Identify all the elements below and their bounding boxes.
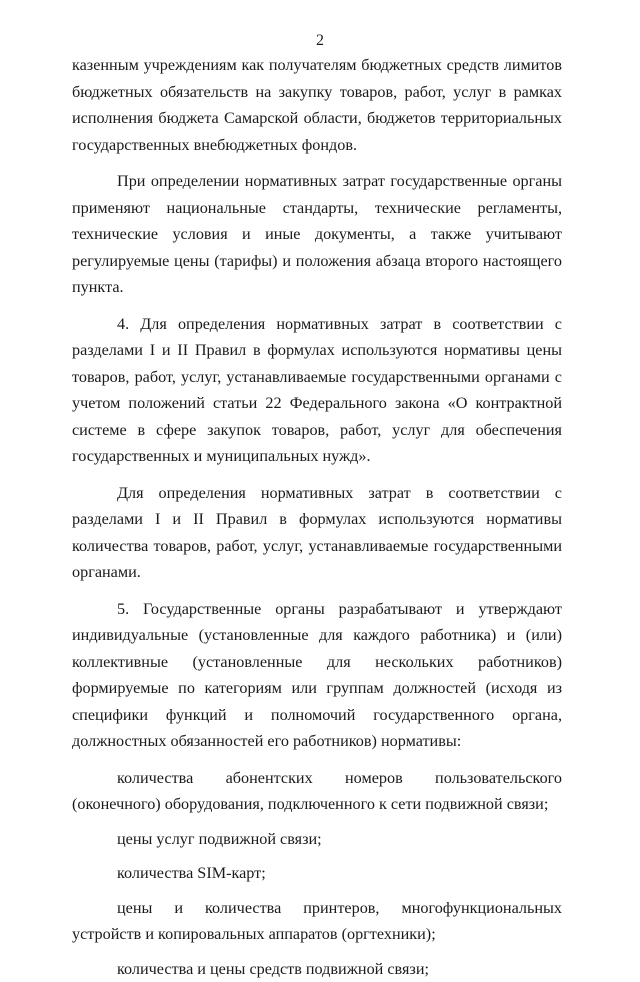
- paragraph-item-5: 5. Государственные органы разрабатывают и утверждают индивидуальные (установленные для каждого работника) и (или) коллективные (установленные для нескольких работников) формируемые по категориям или группам должностей (исходя из специфики функций и полномочий государственного органа, должностных обязанностей его работников) нормативы:: [72, 596, 562, 755]
- list-item-sim-cards: количества SIM-карт;: [72, 860, 562, 887]
- list-item-office-equipment: цены и количества принтеров, многофункциональных устройств и копировальных аппаратов (оргтехники);: [72, 895, 562, 948]
- document-body: [72, 52, 562, 982]
- list-item-mobile-devices: количества и цены средств подвижной связи;: [72, 956, 562, 982]
- list-item-mobile-prices: цены услуг подвижной связи;: [72, 826, 562, 853]
- paragraph-standards: При определении нормативных затрат государственные органы применяют национальные стандарты, технические регламенты, технические условия и иные документы, а также учитывают регулируемые цены (тарифы) и положения абзаца второго настоящего пункта.: [72, 168, 562, 301]
- paragraph-item-4: 4. Для определения нормативных затрат в соответствии с разделами I и II Правил в формулах используются нормативы цены товаров, работ, услуг, устанавливаемые государственными органами с учетом положений статьи 22 Федерального закона «О контрактной системе в сфере закупок товаров, работ, услуг для обеспечения государственных и муниципальных нужд».: [72, 311, 562, 470]
- paragraph-continuation: казенным учреждениям как получателям бюджетных средств лимитов бюджетных обязательств на закупку товаров, работ, услуг в рамках исполнения бюджета Самарской области, бюджетов территориальных государственных внебюджетных фондов.: [72, 52, 562, 158]
- paragraph-quantity-norms: Для определения нормативных затрат в соответствии с разделами I и II Правил в формулах используются нормативы количества товаров, работ, услуг, устанавливаемые государственными органами.: [72, 480, 562, 586]
- page-number: 2: [0, 32, 640, 50]
- list-item-subscriber-numbers: количества абонентских номеров пользовательского (оконечного) оборудования, подключенного к сети подвижной связи;: [72, 765, 562, 818]
